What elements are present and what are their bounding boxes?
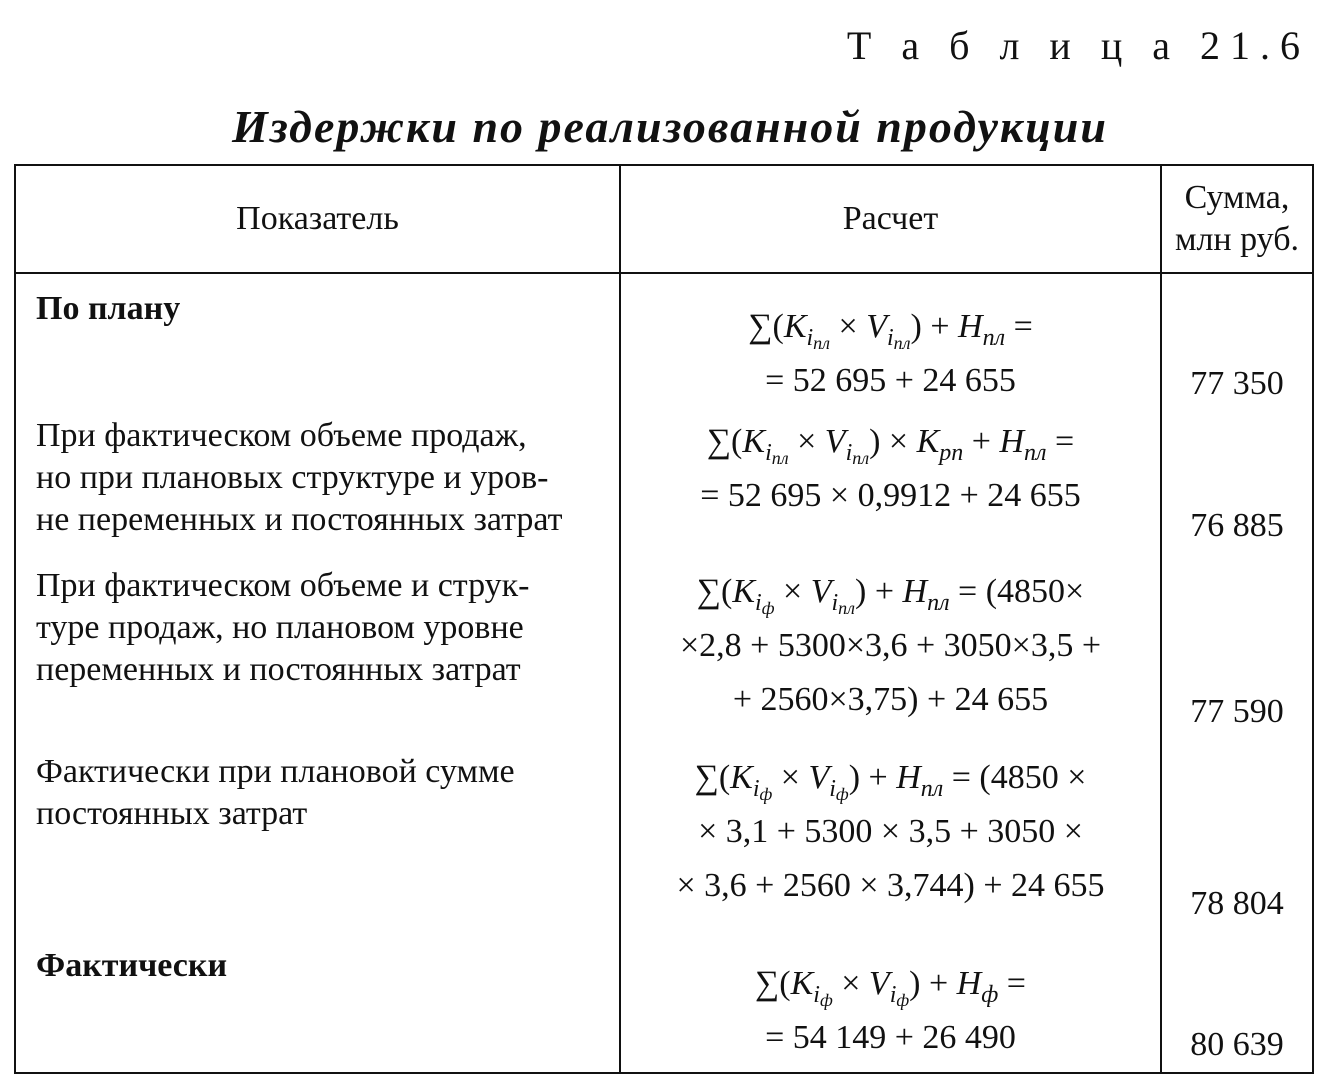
- sum-cell: 77 590: [1161, 561, 1313, 747]
- costs-table: [14, 164, 1314, 1074]
- sum-cell: 77 350: [1161, 273, 1313, 411]
- indicator-cell: [15, 931, 620, 1073]
- indicator-line: постоянных затрат: [36, 795, 308, 832]
- indicator-line: туре продаж, но плановом уровне: [36, 609, 524, 646]
- calc-cell: [620, 273, 1161, 411]
- table-caption: Т а б л и ц а 21.6: [846, 23, 1310, 68]
- indicator-cell: [15, 273, 620, 411]
- indicator-line: но при плановых структуре и уров-: [36, 459, 549, 496]
- header-sum-line1: Сумма,: [1184, 179, 1290, 216]
- sum-cell: 80 639: [1161, 931, 1313, 1073]
- indicator-cell: [15, 411, 620, 561]
- formula-line: $\sum(K_{i_ф} \times V_{i_ф}) + H_{пл} = (4850$ ×: [694, 759, 1087, 804]
- calc-cell: [620, 931, 1161, 1073]
- header-indicator: Показатель: [15, 165, 620, 273]
- indicator-line: По плану: [36, 290, 181, 327]
- calc-cell: [620, 411, 1161, 561]
- calc-line: × 3,1 + 5300 × 3,5 + 3050 ×: [698, 813, 1083, 850]
- calc-line: ×2,8 + 5300×3,6 + 3050×3,5 +: [679, 627, 1102, 664]
- calc-cell: [620, 561, 1161, 747]
- formula-line: $\sum(K_{i_ф} \times V_{i_ф}) + H_ф$ =: [755, 965, 1026, 1010]
- calc-cell: [620, 747, 1161, 931]
- indicator-line: При фактическом объеме продаж,: [36, 417, 527, 454]
- formula-line: $\sum(K_{i_{пл}} \times V_{i_{пл}}) + H_{пл}$ =: [748, 308, 1033, 353]
- indicator-line: переменных и постоянных затрат: [36, 651, 521, 688]
- table-row: [15, 931, 1313, 1073]
- header-row: [15, 165, 1313, 273]
- table-row: [15, 747, 1313, 931]
- calc-line: = 52 695 × 0,9912 + 24 655: [700, 477, 1081, 514]
- indicator-line: Фактически: [36, 947, 228, 984]
- header-sum: [1161, 165, 1313, 273]
- indicator-cell: [15, 747, 620, 931]
- indicator-cell: [15, 561, 620, 747]
- calc-line: = 52 695 + 24 655: [765, 362, 1016, 399]
- calc-line: + 2560×3,75) + 24 655: [732, 681, 1049, 718]
- indicator-line: не переменных и постоянных затрат: [36, 501, 563, 538]
- indicator-line: При фактическом объеме и струк-: [36, 567, 530, 604]
- table-row: [15, 411, 1313, 561]
- formula-line: $\sum(K_{i_{пл}} \times V_{i_{пл}}) \times K_{рп} + H_{пл}$ =: [706, 423, 1075, 468]
- table-row: [15, 273, 1313, 411]
- calc-line: = 54 149 + 26 490: [765, 1019, 1016, 1056]
- page-title: Издержки по реализованной продукции: [232, 101, 1108, 152]
- calc-line: × 3,6 + 2560 × 3,744) + 24 655: [676, 867, 1105, 904]
- sum-cell: 78 804: [1161, 747, 1313, 931]
- indicator-line: Фактически при плановой сумме: [36, 753, 515, 790]
- header-calc: Расчет: [620, 165, 1161, 273]
- sum-cell: 76 885: [1161, 411, 1313, 561]
- table-row: [15, 561, 1313, 747]
- formula-line: $\sum(K_{i_ф} \times V_{i_{пл}}) + H_{пл} = (4850\times$: [696, 573, 1085, 618]
- header-sum-line2: млн руб.: [1174, 221, 1300, 258]
